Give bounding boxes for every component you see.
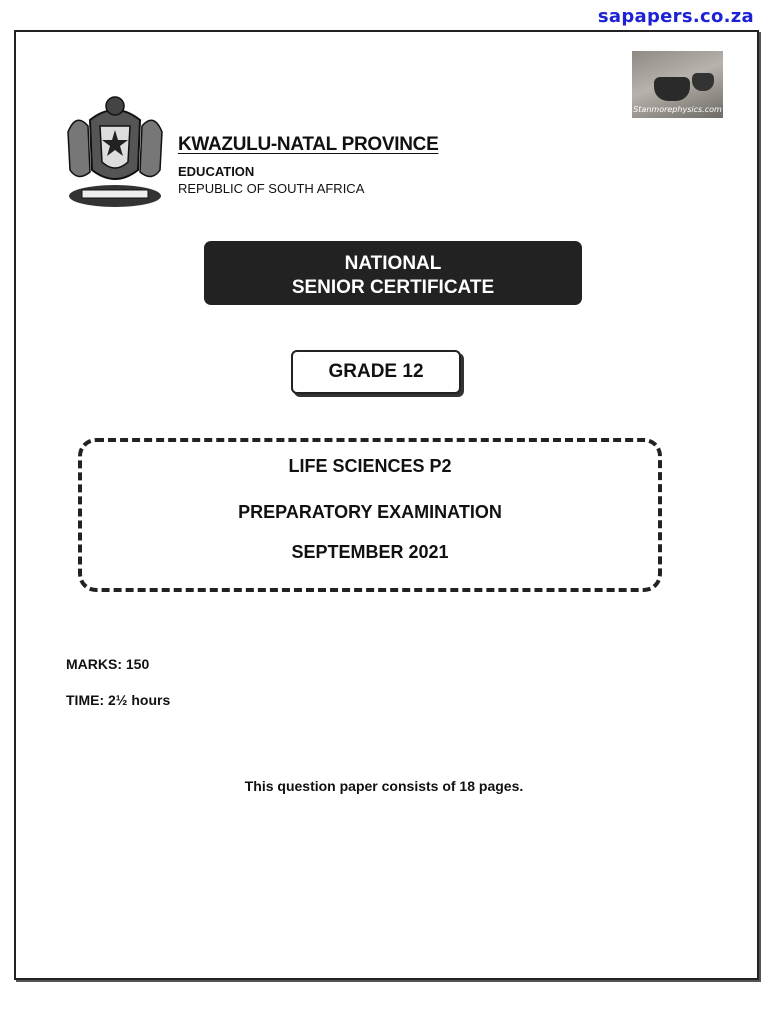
marks-label: MARKS: 150 [66,656,150,672]
exam-date: SEPTEMBER 2021 [291,542,449,562]
plant-pot-graphic [654,77,690,101]
badge-caption: Stanmorephysics.com [633,105,722,114]
province-title: KWAZULU-NATAL PROVINCE [178,134,439,155]
grade-label: GRADE 12 [291,350,461,394]
exam-subject: LIFE SCIENCES P2 [288,456,452,476]
plant-pot-graphic-small [692,73,714,91]
stanmorephysics-badge [632,51,723,118]
country-label: REPUBLIC OF SOUTH AFRICA [178,181,365,196]
exam-type: PREPARATORY EXAMINATION [238,502,502,522]
department-label: EDUCATION [178,164,255,179]
certificate-line-2: SENIOR CERTIFICATE [291,277,495,298]
pages-note: This question paper consists of 18 pages. [244,778,524,794]
time-label: TIME: 2½ hours [66,692,171,708]
coat-of-arms-icon [60,92,170,212]
watermark-link[interactable]: sapapers.co.za [597,6,754,27]
certificate-banner [204,241,582,305]
certificate-line-1: NATIONAL [344,253,442,274]
